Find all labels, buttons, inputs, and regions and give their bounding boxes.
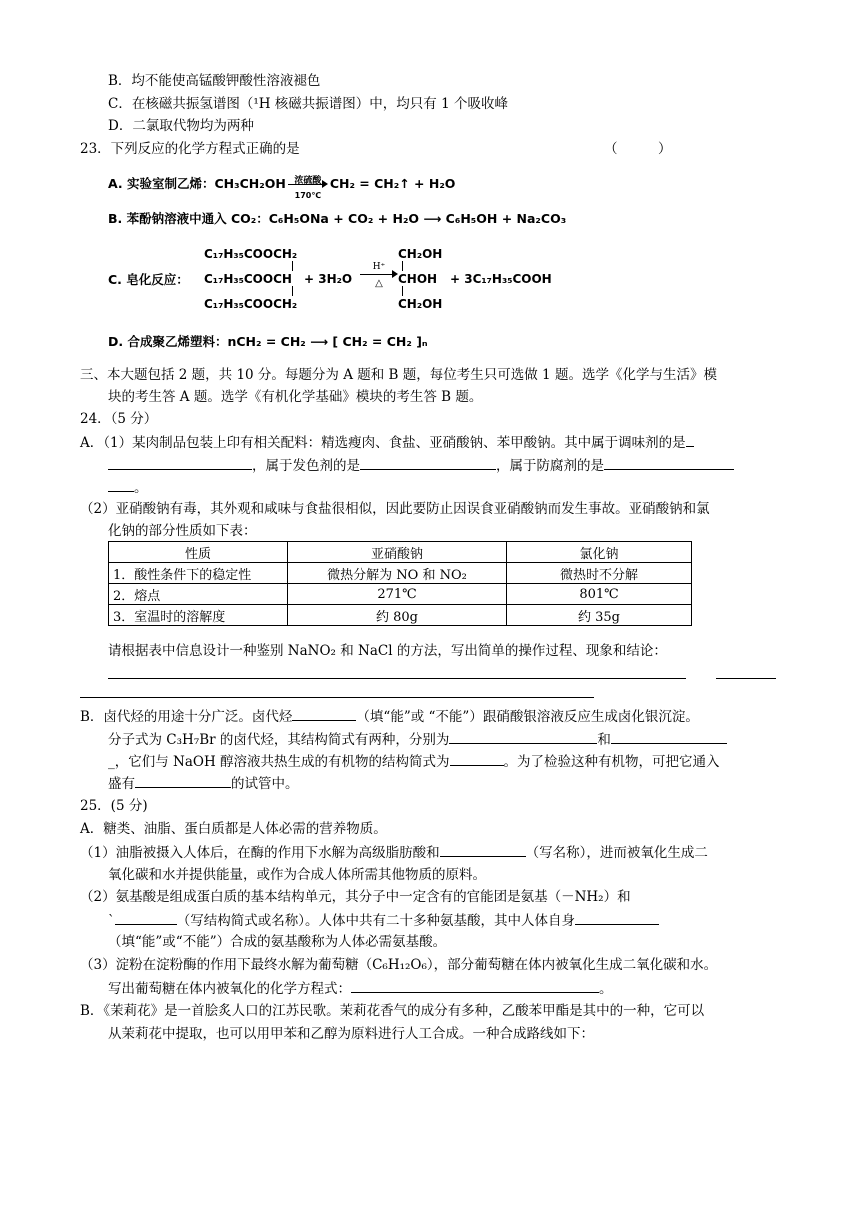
- q24-b-line4: [108, 774, 299, 793]
- q24-b-text: 和: [597, 732, 611, 748]
- triglyceride-row1: C₁₇H₃₅COOCH₂: [204, 247, 298, 261]
- q24-a1-text: ，属于发色剂的是: [252, 458, 360, 474]
- arrow-condition-bottom: △: [375, 278, 383, 289]
- q25-a1-text: （写名称），进而被氧化生成二: [525, 845, 708, 861]
- answer-blank[interactable]: [575, 911, 659, 925]
- table-cell: 约 80g: [288, 605, 507, 626]
- q24-b-text: B．卤代烃的用途十分广泛。卤代烃: [80, 709, 293, 725]
- q24-a1-text: A．（1）某肉制品包装上印有相关配料：精选瘦肉、食盐、亚硝酸钠、苯甲酸钠。其中属于调味剂的是: [80, 435, 686, 451]
- bond-line: [402, 286, 403, 296]
- bond-line: [292, 261, 293, 271]
- water-reactant: + 3H₂O: [304, 272, 353, 286]
- q25-a2-text: `: [108, 913, 115, 929]
- q25-b-line1: B．《茉莉花》是一首脍炙人口的江苏民歌。茉莉花香气的成分有多种，乙酸苯甲酯是其中的一种，它可以: [80, 1003, 705, 1019]
- table-cell: 2．熔点: [109, 584, 288, 605]
- q24-a2-line3: 请根据表中信息设计一种鉴别 NaNO₂ 和 NaCl 的方法，写出简单的操作过程、现象和结论：: [108, 643, 667, 659]
- table-header-cell: 性质: [109, 542, 288, 563]
- table-header-row: [109, 542, 692, 563]
- q24-b-line2: [108, 730, 727, 749]
- q25-b-line2: 从茉莉花中提取，也可以用甲苯和乙醇为原料进行人工合成。一种合成路线如下：: [108, 1026, 594, 1042]
- answer-blank[interactable]: [135, 774, 231, 788]
- q25-a3-text: 。: [599, 981, 613, 997]
- answer-blank[interactable]: [449, 730, 597, 744]
- answer-blank[interactable]: [108, 478, 134, 492]
- q23-stem: 23．下列反应的化学方程式正确的是: [80, 141, 300, 157]
- table-cell: 约 35g: [507, 605, 692, 626]
- glycerol-row2: CHOH: [398, 272, 438, 286]
- table-cell: 3．室温时的溶解度: [109, 605, 288, 626]
- q24-b-text: （填“能”或 “不能”）跟硝酸银溶液反应生成卤化银沉淀。: [356, 709, 699, 725]
- q22-option-b: B．均不能使高锰酸钾酸性溶液褪色: [108, 73, 321, 89]
- q22-option-c: C．在核磁共振氢谱图（¹H 核磁共振谱图）中，均只有 1 个吸收峰: [108, 96, 508, 112]
- answer-blank[interactable]: [360, 456, 496, 470]
- q24-heading: 24．（5 分）: [80, 411, 158, 427]
- q23-option-a: [108, 175, 456, 200]
- q24-b-text: 分子式为 C₃H₇Br 的卤代烃，其结构简式有两种，分别为: [108, 732, 450, 748]
- answer-blank[interactable]: [108, 456, 252, 470]
- q23-answer-paren: （ ）: [604, 141, 672, 157]
- q25-a1-text: （1）油脂被摄入人体后，在酶的作用下水解为高级脂肪酸和: [80, 845, 440, 861]
- stearic-acid-product: + 3C₁₇H₃₅COOH: [450, 272, 552, 286]
- table-cell: 801℃: [507, 584, 692, 605]
- table-cell: 271℃: [288, 584, 507, 605]
- q25-heading: 25．(5 分): [80, 798, 148, 814]
- q22-option-d: D．二氯取代物均为两种: [108, 118, 254, 134]
- q24-b-text: 的试管中。: [231, 776, 299, 792]
- q23-option-b: B. 苯酚钠溶液中通入 CO₂：C₆H₅ONa + CO₂ + H₂O ⟶ C₆H₅OH + Na₂CO₃: [108, 211, 567, 226]
- q24-b-line3: [108, 752, 720, 771]
- q24-a1-text: ，属于防腐剂的是: [496, 458, 604, 474]
- answer-blank[interactable]: [292, 707, 356, 721]
- reaction-arrow-icon: [288, 175, 328, 200]
- table-cell: 1．酸性条件下的稳定性: [109, 563, 288, 584]
- q24-a2-line2: 化钠的部分性质如下表：: [108, 523, 257, 539]
- q25-a3-line2: [108, 979, 613, 998]
- answer-blank[interactable]: [115, 911, 177, 925]
- q25-a1-line2: 氧化碳和水并提供能量，或作为合成人体所需其他物质的原料。: [108, 867, 486, 883]
- bond-line: [402, 261, 403, 271]
- table-header-cell: 氯化钠: [507, 542, 692, 563]
- q24-b-text: 盛有: [108, 776, 135, 792]
- triglyceride-row2: C₁₇H₃₅COOCH: [204, 272, 292, 286]
- q25-a2-text: （写结构简式或名称）。人体中共有二十多种氨基酸，其中人体自身: [176, 913, 575, 929]
- arrow-condition-bottom: 170℃: [294, 190, 322, 200]
- q25-a3-line1: （3）淀粉在淀粉酶的作用下最终水解为葡萄糖（C₆H₁₂O₆），部分葡萄糖在体内被氧化生成二氧化碳和水。: [80, 957, 718, 973]
- q24-a1-text: 。: [134, 480, 148, 496]
- bond-line: [292, 286, 293, 296]
- q23-a-reactant: A. 实验室制乙烯：CH₃CH₂OH: [108, 176, 286, 191]
- q24-a1-line2: [108, 456, 734, 475]
- triglyceride-row3: C₁₇H₃₅COOCH₂: [204, 297, 298, 311]
- arrow-condition-top: H⁺: [372, 262, 386, 272]
- table-header-cell: 亚硝酸钠: [288, 542, 507, 563]
- q25-a2-line1: （2）氨基酸是组成蛋白质的基本结构单元，其分子中一定含有的官能团是氨基（－NH₂）和: [80, 889, 631, 905]
- arrow-condition-top: 浓硫酸: [294, 175, 322, 186]
- q25-a1-line1: [80, 843, 708, 862]
- table-cell: 微热分解为 NO 和 NO₂: [288, 563, 507, 584]
- properties-table: [108, 541, 692, 626]
- q23-c-label: C. 皂化反应：: [108, 272, 189, 287]
- answer-blank[interactable]: [611, 730, 727, 744]
- reaction-arrow-icon: [358, 262, 400, 289]
- table-row: [109, 605, 692, 626]
- answer-line[interactable]: [716, 678, 776, 679]
- answer-blank[interactable]: [450, 752, 504, 766]
- section3-instr-2: 块的考生答 A 题。选学《有机化学基础》模块的考生答 B 题。: [108, 389, 483, 405]
- answer-blank[interactable]: [604, 456, 734, 470]
- q23-a-product: CH₂ = CH₂↑ + H₂O: [329, 176, 456, 191]
- q24-b-text: _，它们与 NaOH 醇溶液共热生成的有机物的结构简式为: [108, 754, 450, 770]
- q24-b-text: 。为了检验这种有机物，可把它通入: [503, 754, 720, 770]
- glycerol-row3: CH₂OH: [398, 297, 443, 311]
- answer-line[interactable]: [108, 678, 686, 679]
- q24-a1-line1: [80, 433, 694, 452]
- q25-a3-text: 写出葡萄糖在体内被氧化的化学方程式：: [108, 981, 351, 997]
- table-row: [109, 584, 692, 605]
- section3-instr-1: 三、本大题包括 2 题，共 10 分。每题分为 A 题和 B 题，每位考生只可选做 1 题。选学《化学与生活》模: [80, 367, 717, 383]
- q25-a2-line2: [108, 911, 659, 930]
- q25-a2-line3: （填“能”或“不能”）合成的氨基酸称为人体必需氨基酸。: [108, 934, 447, 950]
- q24-a1-line3: [108, 478, 148, 497]
- answer-line[interactable]: [80, 697, 594, 698]
- table-row: [109, 563, 692, 584]
- q25-a-intro: A．糖类、油脂、蛋白质都是人体必需的营养物质。: [80, 821, 387, 837]
- answer-blank[interactable]: [440, 843, 526, 857]
- q23-option-d: D. 合成聚乙烯塑料：nCH₂ = CH₂ ⟶ [ CH₂ = CH₂ ]ₙ: [108, 334, 428, 349]
- answer-blank[interactable]: [686, 433, 694, 447]
- table-cell: 微热时不分解: [507, 563, 692, 584]
- answer-blank[interactable]: [351, 979, 599, 993]
- q24-a2-line1: （2）亚硝酸钠有毒，其外观和咸味与食盐很相似，因此要防止因误食亚硝酸钠而发生事故。亚硝酸钠和氯: [80, 501, 710, 517]
- glycerol-row1: CH₂OH: [398, 247, 443, 261]
- q24-b-line1: [80, 707, 699, 726]
